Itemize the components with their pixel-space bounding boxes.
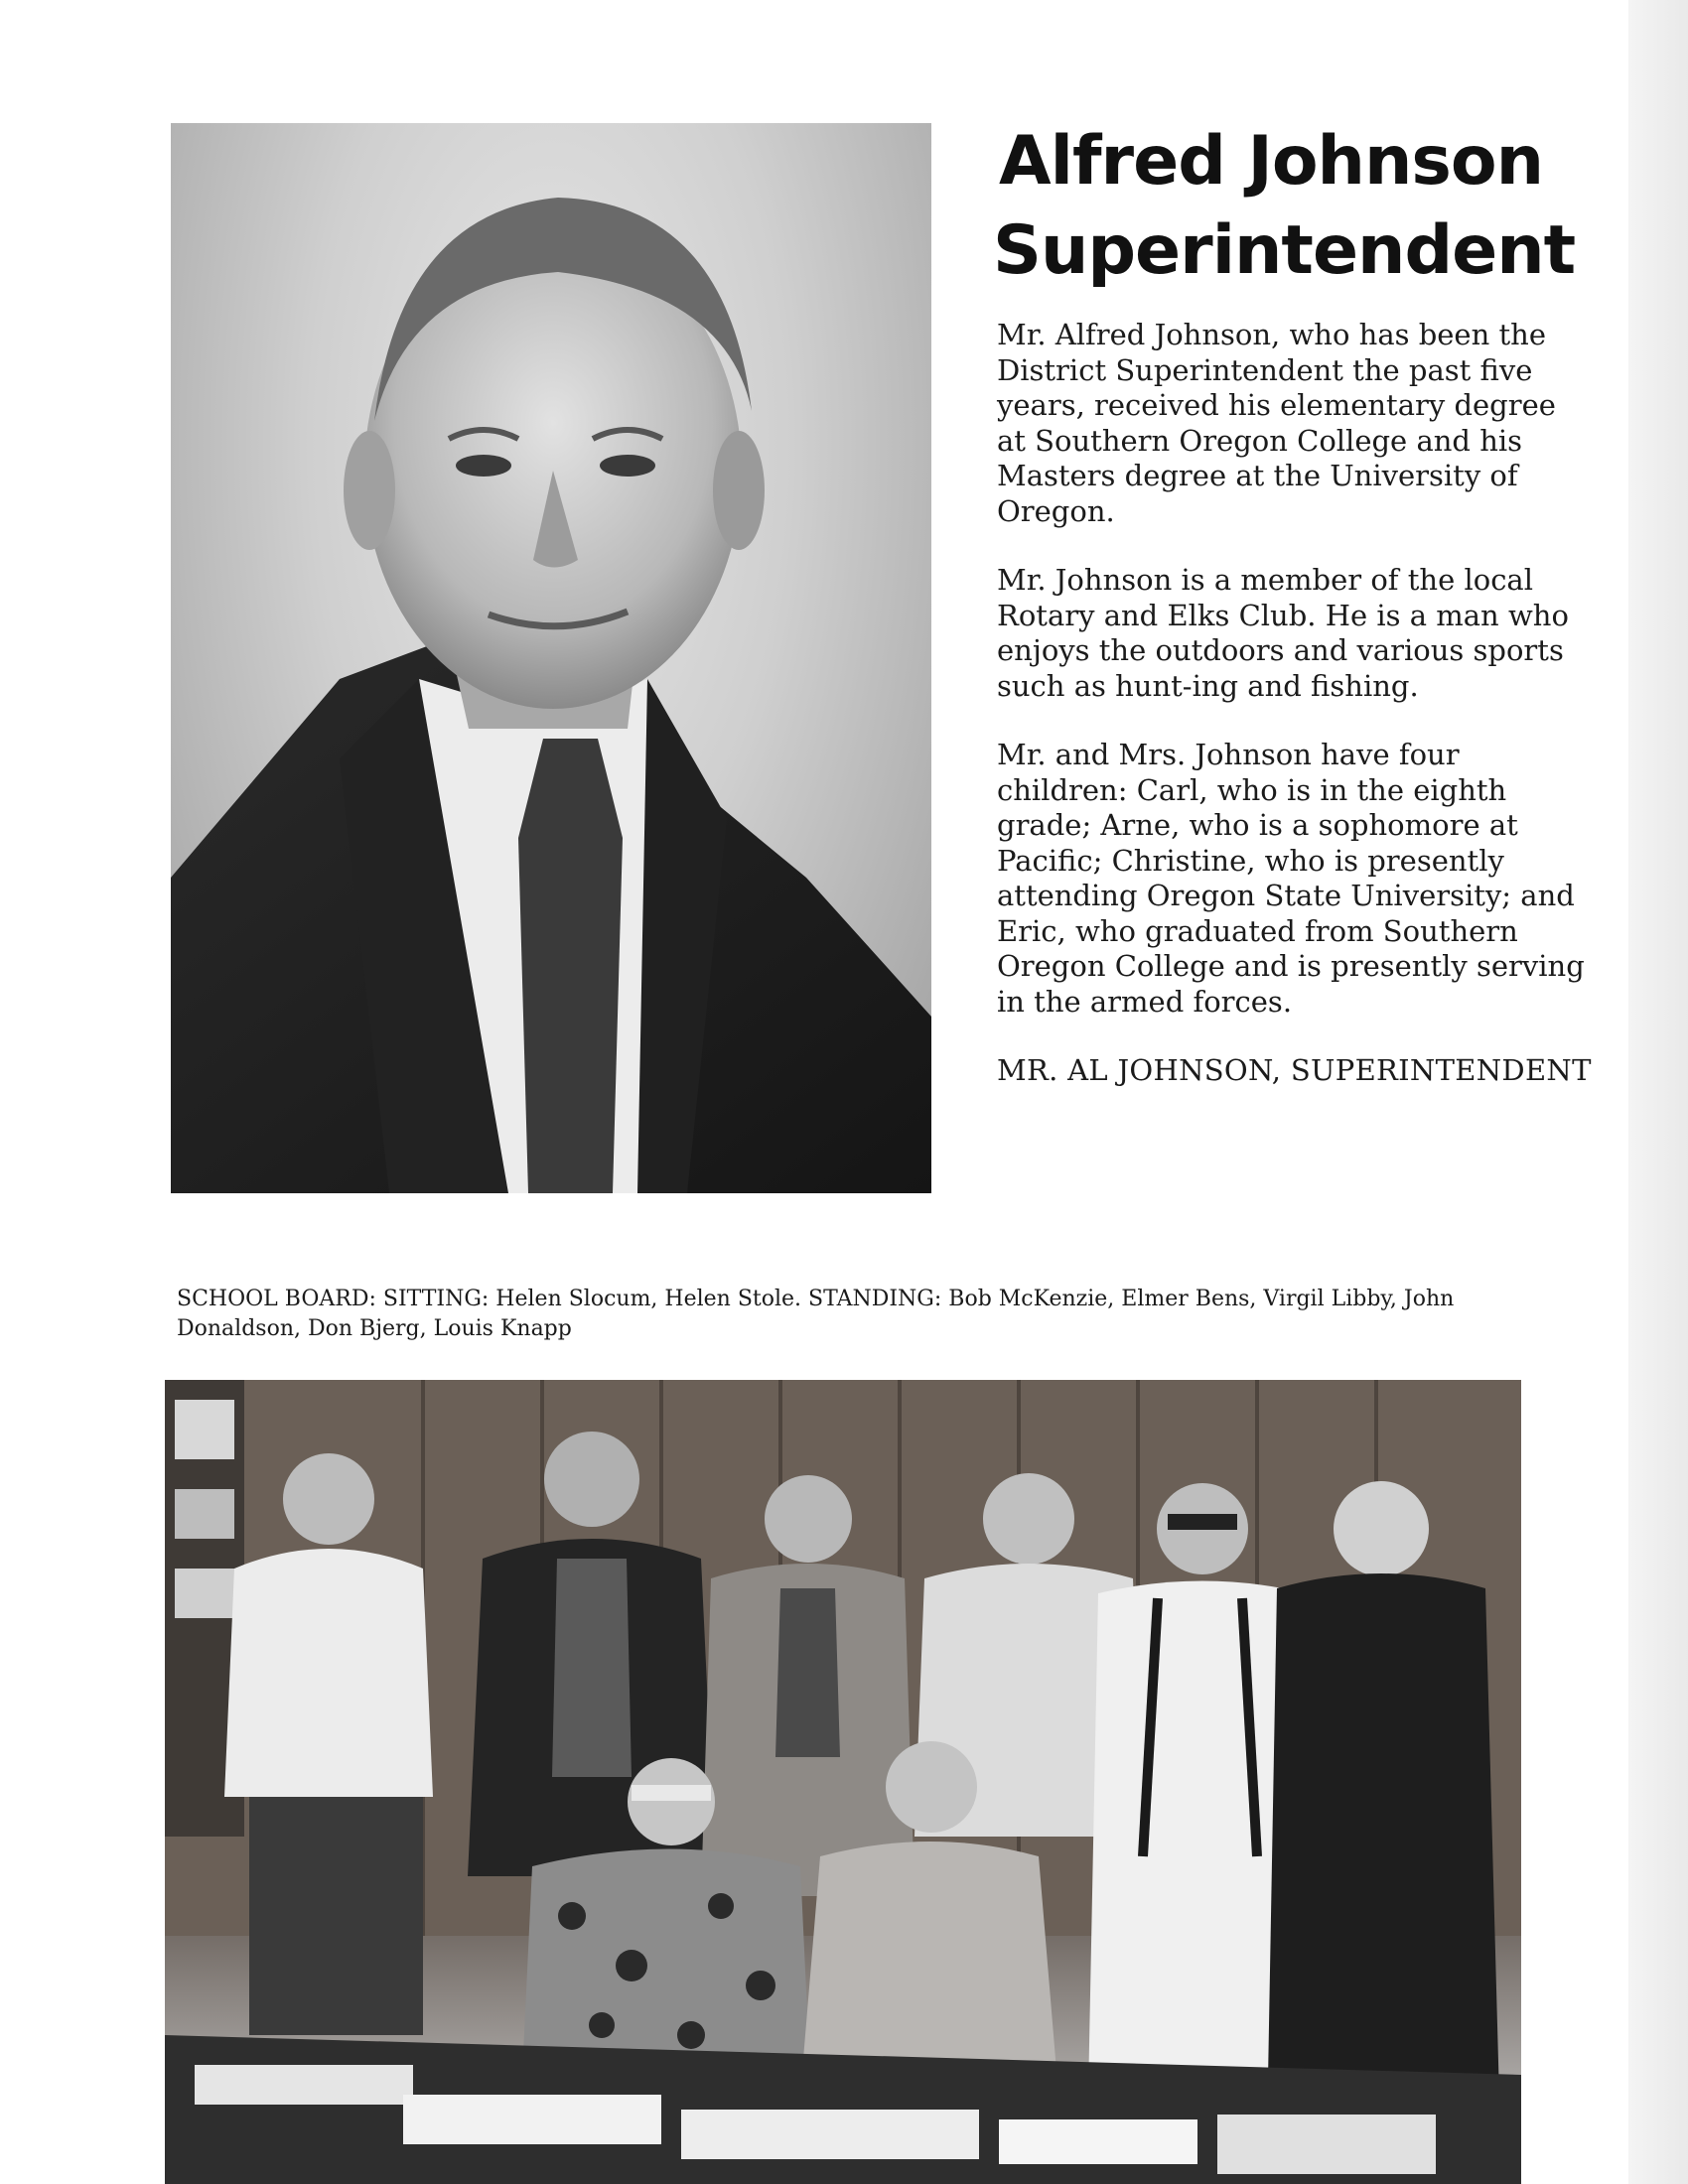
bio-paragraph-family: Mr. and Mrs. Johnson have four children: Carl, who is in the eighth grade; Arne, who is a sophomore at Pacific; Christine, who is presently attending Oregon State University; and Eric, who graduated from Southern Oregon College and is presently serving in the armed forces. [997,738,1585,1019]
bio-paragraph-interests: Mr. Johnson is a member of the local Rotary and Elks Club. He is a man who enjoys the outdoors and various sports such as hunt-ing and fishing. [997,563,1569,703]
bio-text [997,318,1593,1123]
page-edge [1628,0,1688,2184]
school-board-caption: SCHOOL BOARD: SITTING: Helen Slocum, Helen Stole. STANDING: Bob McKenzie, Elmer Bens, Virgil Libby, John Donaldson, Don Bjerg, Louis Knapp [177,1287,1455,1341]
portrait-caption: MR. AL JOHNSON, SUPERINTENDENT [997,1053,1592,1087]
heading-role: Superintendent [993,211,1576,290]
superintendent-heading [993,117,1576,296]
bio-paragraph-education: Mr. Alfred Johnson, who has been the District Superintendent the past five years, received his elementary degree at Southern Oregon College and his Masters degree at the University of Oregon. [997,318,1556,528]
superintendent-portrait [171,123,931,1193]
heading-name: Alfred Johnson [999,122,1543,201]
school-board-photo [165,1380,1521,2184]
